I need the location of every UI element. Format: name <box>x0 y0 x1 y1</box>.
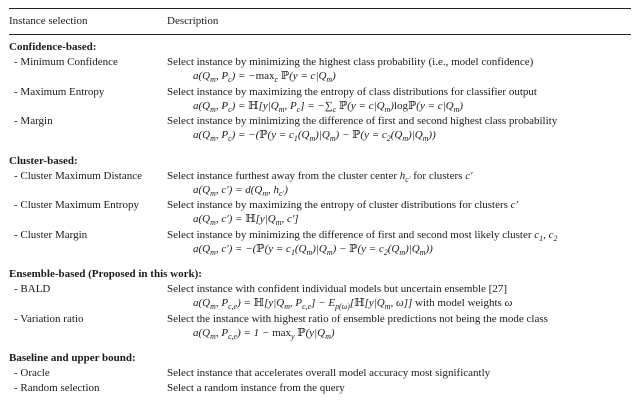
method-description: Select a random instance from the query <box>167 382 345 394</box>
method-description: Select instance by maximizing the entropy of class distributions for classifier output <box>167 85 537 98</box>
table-row <box>9 114 631 143</box>
section-header-cluster-based: Cluster-based: <box>9 154 78 167</box>
method-cell <box>167 312 631 341</box>
method-cell <box>167 114 631 143</box>
table-row <box>9 381 631 395</box>
method-description: Select instance furthest away from the cluster center $h_{c'}$ for clusters c′ <box>167 169 473 184</box>
table-row <box>9 312 631 341</box>
table-row <box>9 228 631 257</box>
method-name: - Cluster Margin <box>14 228 88 241</box>
method-cell <box>167 85 631 114</box>
method-cell <box>167 282 631 311</box>
method-name: - Cluster Maximum Entropy <box>14 199 139 211</box>
method-formula: $a(Q_m$, $P_c$) = $ℍ[y|Q_m$, $P_c] = -\sum_c$ ℙ(y = $c|Q_m)\log ℙ(y = c|Q_m)$ <box>193 99 463 114</box>
method-name: - Margin <box>14 115 53 127</box>
method-name: - Cluster Maximum Distance <box>14 169 143 182</box>
method-cell <box>167 228 631 257</box>
table-row <box>9 282 631 311</box>
method-formula: $a(Q_m$, $P_{c,e}$) = $ℍ[y|Q_m$, $P_{c,e}$] − $E_{p(\omega)}[ℍ[y|Q_m$, ω]] with model weights ω <box>193 297 513 312</box>
table-row <box>9 366 631 380</box>
method-name: - Oracle <box>14 367 50 379</box>
method-formula: $a(Q_m$, $P_c) = -\max_c$ ℙ(y = $c|Q_m$) <box>193 70 336 85</box>
method-description: Select instance that accelerates overall model accuracy most significantly <box>167 367 491 379</box>
method-formula: $a(Q_m$, $c') = ℍ[y|Q_m$, c′] <box>193 213 299 228</box>
method-name: - Variation ratio <box>14 312 84 325</box>
method-description: Select instance by minimizing the difference of first and second most likely cluster $c_1$, $c_2$ <box>167 228 558 243</box>
section-header-confidence-based: Confidence-based: <box>9 41 97 53</box>
method-formula: $a(Q_m$, $c') = d(Q_m$, $h_{c'}$) <box>193 183 288 198</box>
table-row <box>9 85 631 114</box>
table-row <box>9 169 631 198</box>
column-header-instance-selection: Instance selection <box>9 15 88 27</box>
method-cell <box>167 366 631 380</box>
table-row <box>9 55 631 84</box>
method-description: Select the instance with highest ratio of ensemble predictions not being the mode class <box>167 312 548 325</box>
table-row <box>9 198 631 227</box>
method-cell <box>167 169 631 198</box>
method-cell <box>167 55 631 84</box>
method-name: - Minimum Confidence <box>14 56 118 68</box>
method-name: - Maximum Entropy <box>14 85 105 98</box>
method-formula: $a(Q_m$, $P_c$) = −(ℙ(y = $c_1(Q_m)|Q_m$) − ℙ(y = $c_2(Q_m)|Q_m$)) <box>193 129 436 144</box>
section-header-baseline: Baseline and upper bound: <box>9 352 136 364</box>
method-formula: $a(Q_m$, $P_{c,e}) = 1 - \max_y$ $ℙ(y|Q_m)$ <box>193 326 335 341</box>
method-name: - BALD <box>14 283 51 295</box>
method-cell <box>167 198 631 227</box>
method-cell <box>167 381 631 395</box>
method-name: - Random selection <box>14 382 100 394</box>
section-header-ensemble-based: Ensemble-based (Proposed in this work): <box>9 268 202 280</box>
table-header-row <box>9 9 631 34</box>
method-description: Select instance by maximizing the entropy of cluster distributions for clusters c′ <box>167 199 518 211</box>
method-description: Select instance by minimizing the highest class probability (i.e., model confidence) <box>167 56 534 68</box>
method-description: Select instance by minimizing the difference of first and second highest class probability <box>167 115 558 127</box>
method-description: Select instance with confident individual models but uncertain ensemble [27] <box>167 283 507 295</box>
method-formula: $a(Q_m$, c′) = −(ℙ(y = $c_1(Q_m)|Q_m$) − ℙ(y = $c_2(Q_m)|Q_m$)) <box>193 242 433 257</box>
table-body <box>9 35 631 395</box>
column-header-description: Description <box>167 15 219 27</box>
